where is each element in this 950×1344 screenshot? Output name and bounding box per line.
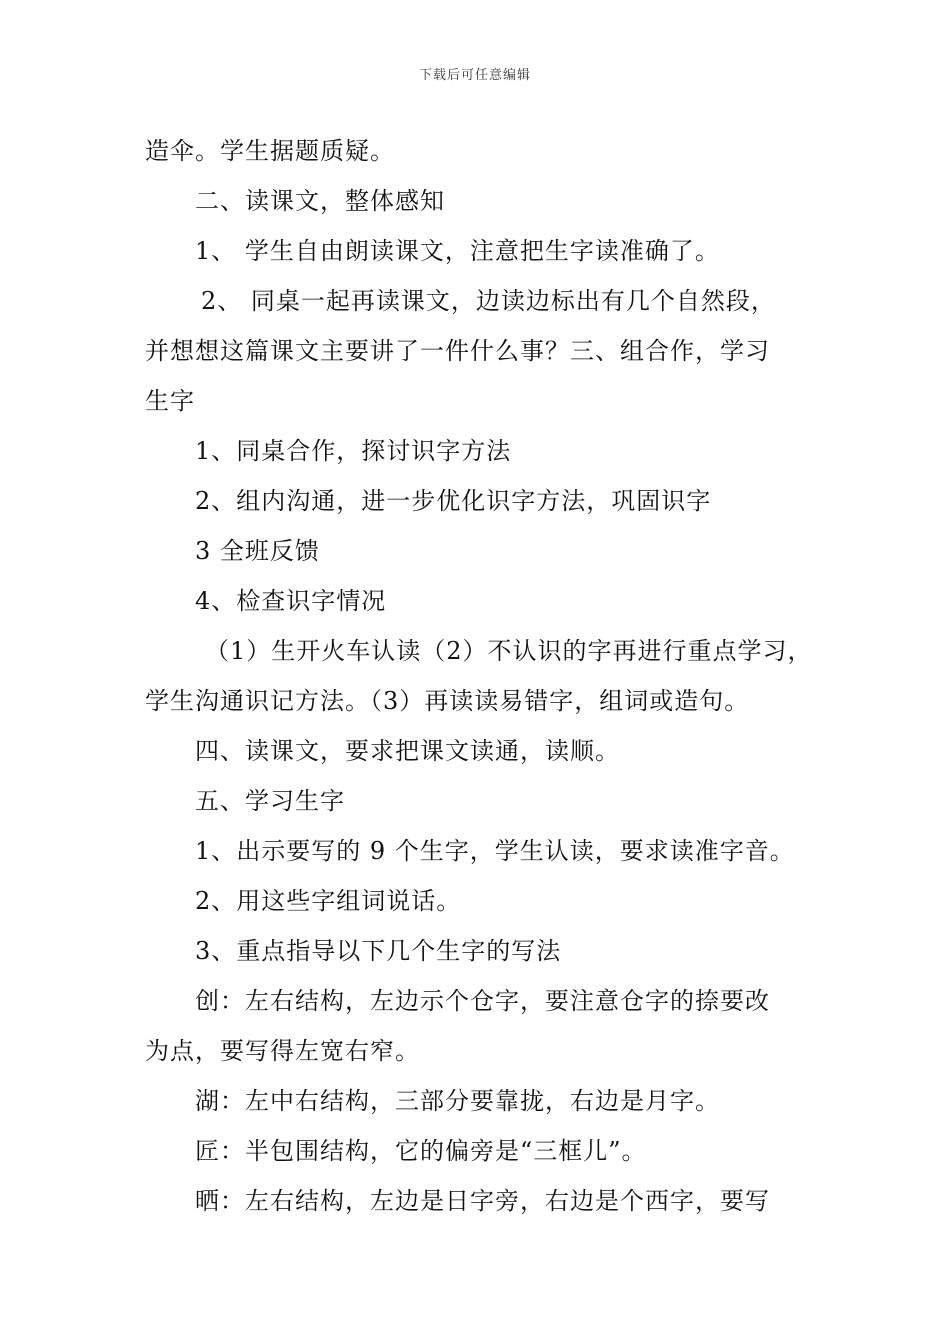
body-line: 晒：左右结构，左边是日字旁，右边是个西字，要写 bbox=[195, 1187, 770, 1215]
body-line: 3、重点指导以下几个生字的写法 bbox=[195, 937, 562, 965]
body-line: 为点，要写得左宽右窄。 bbox=[145, 1037, 420, 1065]
body-line: 2、用这些字组词说话。 bbox=[195, 887, 462, 915]
body-line: 1、同桌合作，探讨识字方法 bbox=[195, 437, 512, 465]
section-heading: 四、读课文，要求把课文读通，读顺。 bbox=[195, 737, 620, 765]
body-line: 创：左右结构，左边示个仓字，要注意仓字的捺要改 bbox=[195, 987, 770, 1015]
body-line: 3 全班反馈 bbox=[195, 537, 320, 565]
body-line: 1、出示要写的 9 个生字，学生认读，要求读准字音。 bbox=[195, 837, 795, 865]
body-line: （1）生开火车认读（2）不认识的字再进行重点学习， bbox=[205, 637, 813, 665]
body-line: 造伞。学生据题质疑。 bbox=[145, 137, 395, 165]
body-line: 1、 学生自由朗读课文，注意把生字读准确了。 bbox=[195, 237, 720, 265]
page-header: 下载后可任意编辑 bbox=[418, 68, 531, 83]
body-line: 2、 同桌一起再读课文，边读边标出有几个自然段， bbox=[201, 287, 776, 315]
document-body bbox=[145, 126, 825, 1226]
body-line: 并想想这篇课文主要讲了一件什么事？三、组合作，学习 bbox=[145, 337, 770, 365]
body-line: 2、组内沟通，进一步优化识字方法，巩固识字 bbox=[195, 487, 712, 515]
body-line: 学生沟通识记方法。（3）再读读易错字，组词或造句。 bbox=[145, 687, 750, 715]
body-line: 匠：半包围结构，它的偏旁是“三框儿”。 bbox=[195, 1137, 647, 1165]
body-line: 湖：左中右结构，三部分要靠拢，右边是月字。 bbox=[195, 1087, 720, 1115]
section-heading: 二、读课文，整体感知 bbox=[195, 187, 445, 215]
body-line: 生字 bbox=[145, 387, 195, 415]
section-heading: 五、学习生字 bbox=[195, 787, 345, 815]
body-line: 4、检查识字情况 bbox=[195, 587, 387, 615]
